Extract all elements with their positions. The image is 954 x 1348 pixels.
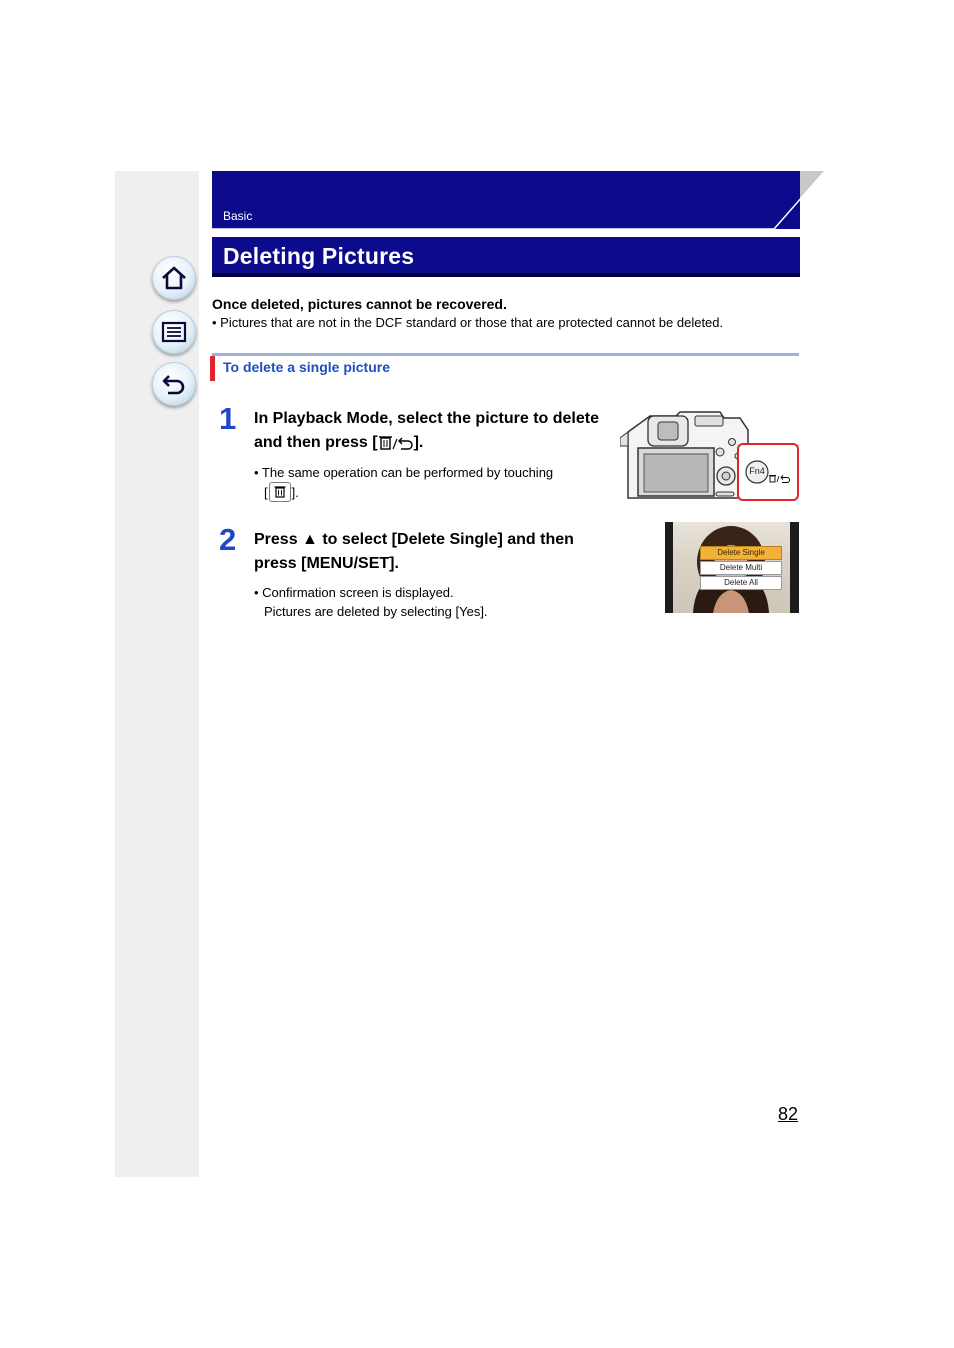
step-1-line2-suffix: ]. xyxy=(413,434,424,451)
camera-back-drawing xyxy=(620,410,800,502)
subhead-rule xyxy=(212,353,799,356)
step-2-line1: Press ▲ to select [Delete Single] and then xyxy=(254,531,574,548)
menu-item-delete-multi[interactable]: Delete Multi xyxy=(700,561,782,575)
menu-item-delete-single[interactable]: Delete Single xyxy=(700,546,782,560)
step-2-instruction xyxy=(254,528,574,576)
step-2-number: 2 xyxy=(219,522,237,557)
warning-title: Once deleted, pictures cannot be recovered. xyxy=(212,296,507,312)
camera-illustration xyxy=(620,410,800,502)
list-icon xyxy=(160,318,188,346)
step-2-note-line2: Pictures are deleted by selecting [Yes]. xyxy=(264,604,488,619)
step-2-note-line1: • Confirmation screen is displayed. xyxy=(254,585,454,600)
menu-item-delete-all[interactable]: Delete All xyxy=(700,576,782,590)
page-title: Deleting Pictures xyxy=(223,243,415,269)
section-label: Basic xyxy=(223,209,253,223)
photo-background xyxy=(673,522,790,613)
subhead-marker xyxy=(210,356,215,381)
step-1-note-line2-suffix: ]. xyxy=(291,485,299,500)
page-number: 82 xyxy=(778,1104,799,1124)
fn4-button-label: Fn4 xyxy=(749,466,765,476)
contents-button[interactable] xyxy=(152,310,196,354)
delete-menu-screen xyxy=(665,522,799,613)
back-button[interactable] xyxy=(152,362,196,406)
step-1-line1: In Playback Mode, select the picture to delete xyxy=(254,410,599,427)
warning-note: • Pictures that are not in the DCF standard or those that are protected cannot be deleted. xyxy=(212,315,724,330)
step-1-note xyxy=(254,463,553,502)
back-arrow-icon xyxy=(160,370,188,398)
step-1-note-line2-prefix: [ xyxy=(264,485,268,500)
step-1-note-line1: • The same operation can be performed by touching xyxy=(254,465,554,480)
step-1-instruction xyxy=(254,407,599,455)
subhead-title: To delete a single picture xyxy=(223,359,391,375)
step-1-number: 1 xyxy=(219,401,237,436)
home-icon xyxy=(160,264,188,292)
home-button[interactable] xyxy=(152,256,196,300)
touch-trash-icon xyxy=(269,482,291,502)
step-1-line2-prefix: and then press [ xyxy=(254,434,378,451)
step-2-line2: press [MENU/SET]. xyxy=(254,555,399,572)
step-2-note xyxy=(254,583,488,621)
trash-back-icon xyxy=(378,434,414,450)
